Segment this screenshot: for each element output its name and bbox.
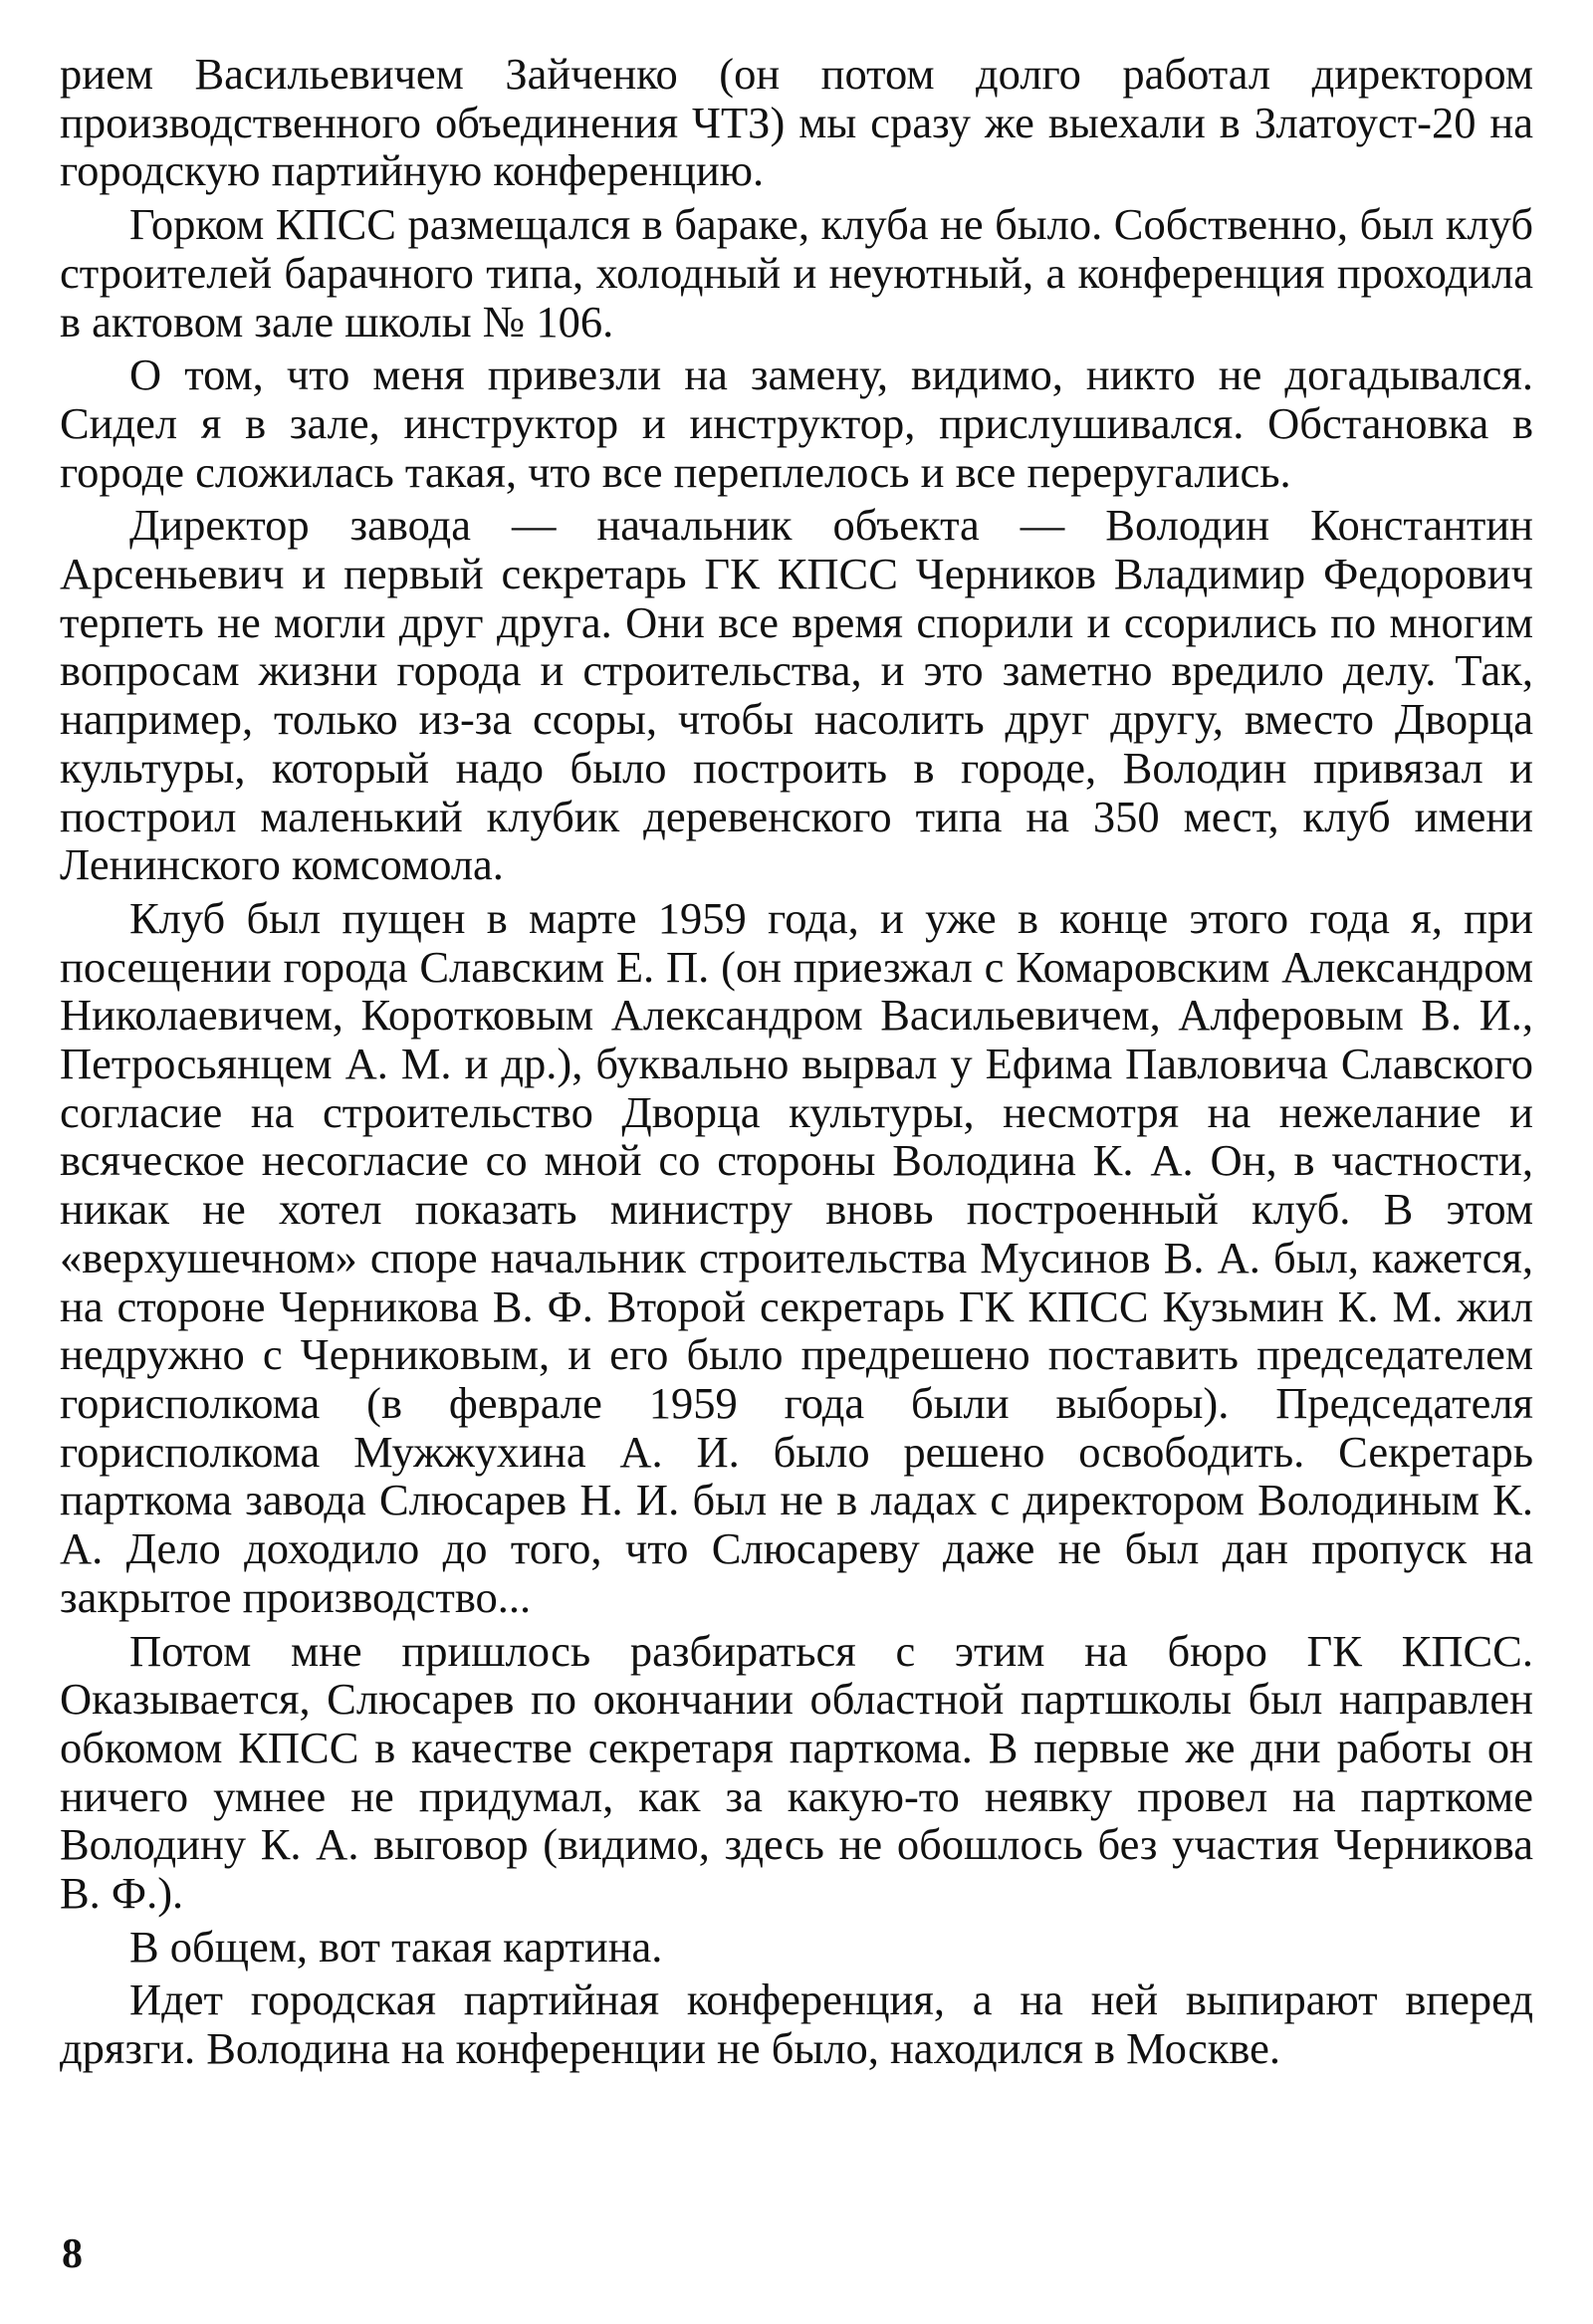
paragraph-8: Идет городская партийная конференция, а на ней выпирают вперед дрязги. Володина на конференции не было, находился в Москве.	[60, 1975, 1533, 2074]
document-page	[60, 50, 1533, 2078]
paragraph-4: Директор завода — начальник объекта — Володин Константин Арсеньевич и первый секретарь ГК КПСС Черников Владимир Федорович терпеть не могли друг друга. Они все время спорили и ссорились по многим вопросам жизни города и строительства, и это заметно вредило делу. Так, например, только из-за ссоры, чтобы насолить друг другу, вместо Дворца культуры, который надо было построить в городе, Володин привязал и построил маленький клубик деревенского типа на 350 мест, клуб имени Ленинского комсомола.	[60, 500, 1533, 890]
paragraph-7: В общем, вот такая картина.	[129, 1921, 663, 1972]
paragraph-6: Потом мне пришлось разбираться с этим на бюро ГК КПСС. Оказывается, Слюсарев по окончании областной партшколы был направлен обкомом КПСС в качестве секретаря парткома. В первые же дни работы он ничего умнее не придумал, как за какую-то неявку провел на парткоме Володину К. А. выговор (видимо, здесь не обошлось без участия Черникова В. Ф.).	[60, 1625, 1533, 1919]
paragraph-1: рием Васильевичем Зайченко (он потом долго работал директором производственного объединения ЧТЗ) мы сразу же выехали в Златоуст-20 на городскую партийную конференцию.	[60, 49, 1533, 196]
paragraph-2: Горком КПСС размещался в бараке, клуба не было. Собственно, был клуб строителей барачного типа, холодный и неуютный, а конференция проходила в актовом зале школы № 106.	[60, 199, 1533, 347]
page-number: 8	[62, 2231, 83, 2277]
paragraph-3: О том, что меня привезли на замену, видимо, никто не догадывался. Сидел я в зале, инструктор и инструктор, прислушивался. Обстановка в городе сложилась такая, что все переплелось и все переругались.	[60, 349, 1533, 497]
paragraph-5: Клуб был пущен в марте 1959 года, и уже в конце этого года я, при посещении города Славским Е. П. (он приезжал с Комаровским Александром Николаевичем, Коротковым Александром Васильевичем, Алферовым В. И., Петросьянцем А. М. и др.), буквально вырвал у Ефима Павловича Славского согласие на строительство Дворца культуры, несмотря на нежелание и всяческое несогласие со мной со стороны Володина К. А. Он, в частности, никак не хотел показать министру вновь построенный клуб. В этом «верхушечном» споре начальник строительства Мусинов В. А. был, кажется, на стороне Черникова В. Ф. Второй секретарь ГК КПСС Кузьмин К. М. жил недружно с Черниковым, и его было предрешено поставить председателем горисполкома (в феврале 1959 года были выборы). Председателя горисполкома Мужжухина А. И. было решено освободить. Секретарь парткома завода Слюсарев Н. И. был не в ладах с директором Володиным К. А. Дело доходило до того, что Слюсареву даже не был дан пропуск на закрытое производство...	[60, 892, 1533, 1622]
